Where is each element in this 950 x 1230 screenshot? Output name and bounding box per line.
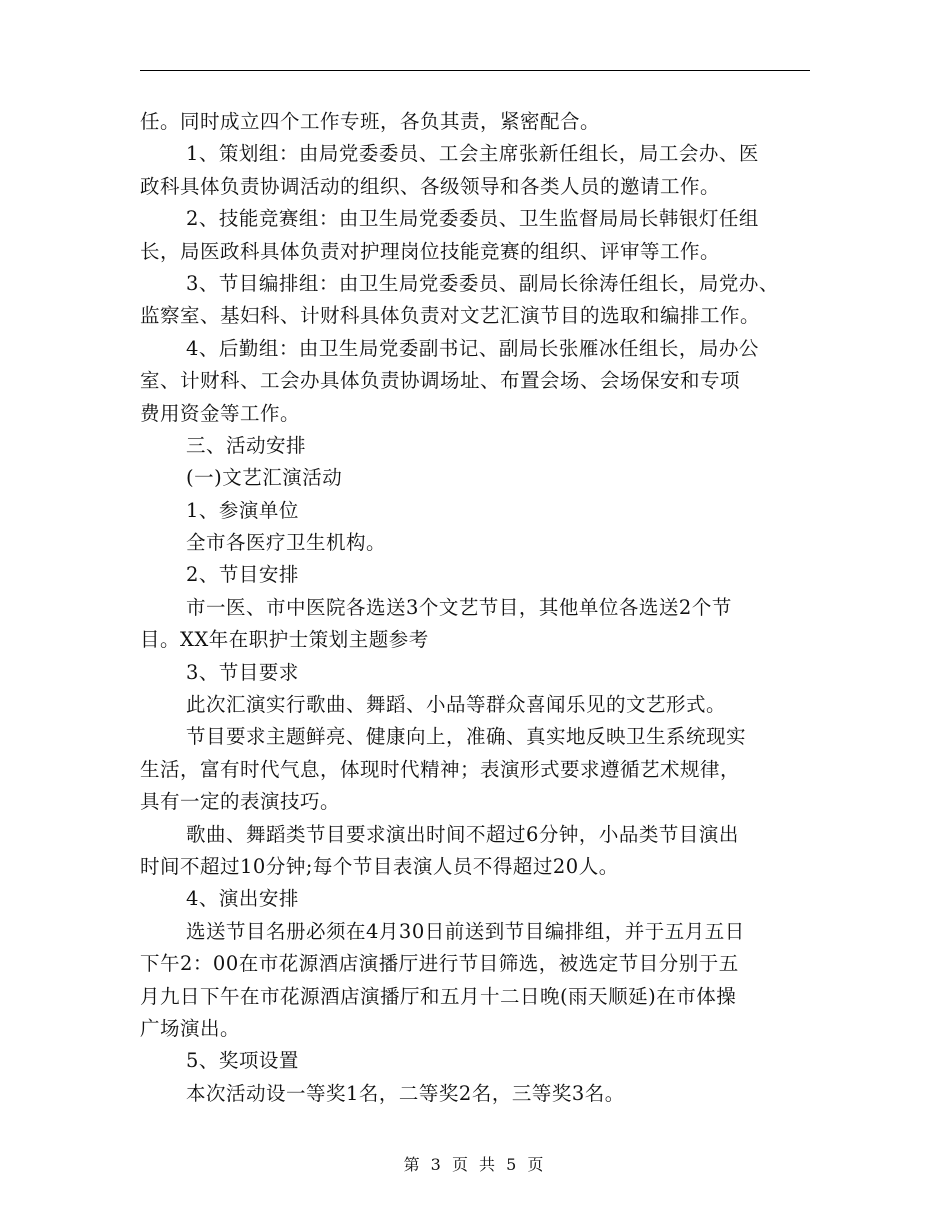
text-line: 三、活动安排	[186, 433, 307, 457]
text-line: 时间不超过10分钟;每个节目表演人员不得超过20人。	[140, 854, 619, 878]
text-line: 此次汇演实行歌曲、舞蹈、小品等群众喜闻乐见的文艺形式。	[186, 693, 727, 717]
text-line: 2、节目安排	[186, 563, 299, 587]
text-line: 5、奖项设置	[186, 1049, 299, 1073]
text-line: 2、技能竞赛组：由卫生局党委委员、卫生监督局局长韩银灯任组	[186, 207, 759, 231]
text-line: 任。同时成立四个工作专班，各负其责，紧密配合。	[140, 110, 601, 133]
text-line: 选送节目名册必须在4月30日前送到节目编排组，并于五月五日	[186, 919, 745, 943]
header-rule	[140, 70, 810, 71]
text-line: 市一医、市中医院各选送3个文艺节目，其他单位各选送2个节	[186, 595, 732, 619]
document-body	[140, 106, 820, 1110]
text-line: 长，局医政科具体负责对护理岗位技能竞赛的组织、评审等工作。	[140, 239, 721, 263]
text-line: 月九日下午在市花源酒店演播厅和五月十二日晚(雨天顺延)在市体操	[140, 984, 737, 1008]
text-line: 目。XX年在职护士策划主题参考	[140, 628, 429, 652]
text-line: 全市各医疗卫生机构。	[186, 531, 387, 555]
text-line: 1、策划组：由局党委委员、工会主席张新任组长，局工会办、医	[186, 142, 759, 166]
text-line: 节目要求主题鲜亮、健康向上，准确、真实地反映卫生系统现实	[186, 725, 747, 749]
text-line: 4、后勤组：由卫生局党委副书记、副局长张雁冰任组长，局办公	[186, 336, 759, 360]
text-line: 3、节目要求	[186, 660, 299, 684]
text-line: 4、演出安排	[186, 887, 299, 911]
text-line: 广场演出。	[140, 1016, 241, 1040]
text-line: 本次活动设一等奖1名，二等奖2名，三等奖3名。	[186, 1081, 625, 1105]
text-line: 歌曲、舞蹈类节目要求演出时间不超过6分钟，小品类节目演出	[186, 822, 739, 846]
text-line: 具有一定的表演技巧。	[140, 790, 341, 814]
text-line: 生活，富有时代气息，体现时代精神；表演形式要求遵循艺术规律，	[140, 757, 741, 781]
text-line: (一)文艺汇演活动	[186, 466, 343, 490]
page-footer: 第 3 页 共 5 页	[403, 1155, 547, 1174]
text-line: 监察室、基妇科、计财科具体负责对文艺汇演节目的选取和编排工作。	[140, 304, 761, 328]
text-line: 费用资金等工作。	[140, 401, 301, 425]
text-line: 政科具体负责协调活动的组织、各级领导和各类人员的邀请工作。	[140, 174, 721, 198]
text-line: 3、节目编排组：由卫生局党委委员、副局长徐涛任组长，局党办、	[186, 271, 779, 295]
text-line: 室、计财科、工会办具体负责协调场址、布置会场、会场保安和专项	[140, 369, 741, 393]
text-line: 下午2：00在市花源酒店演播厅进行节目筛选，被选定节目分别于五	[140, 952, 739, 976]
text-line: 1、参演单位	[186, 498, 299, 522]
